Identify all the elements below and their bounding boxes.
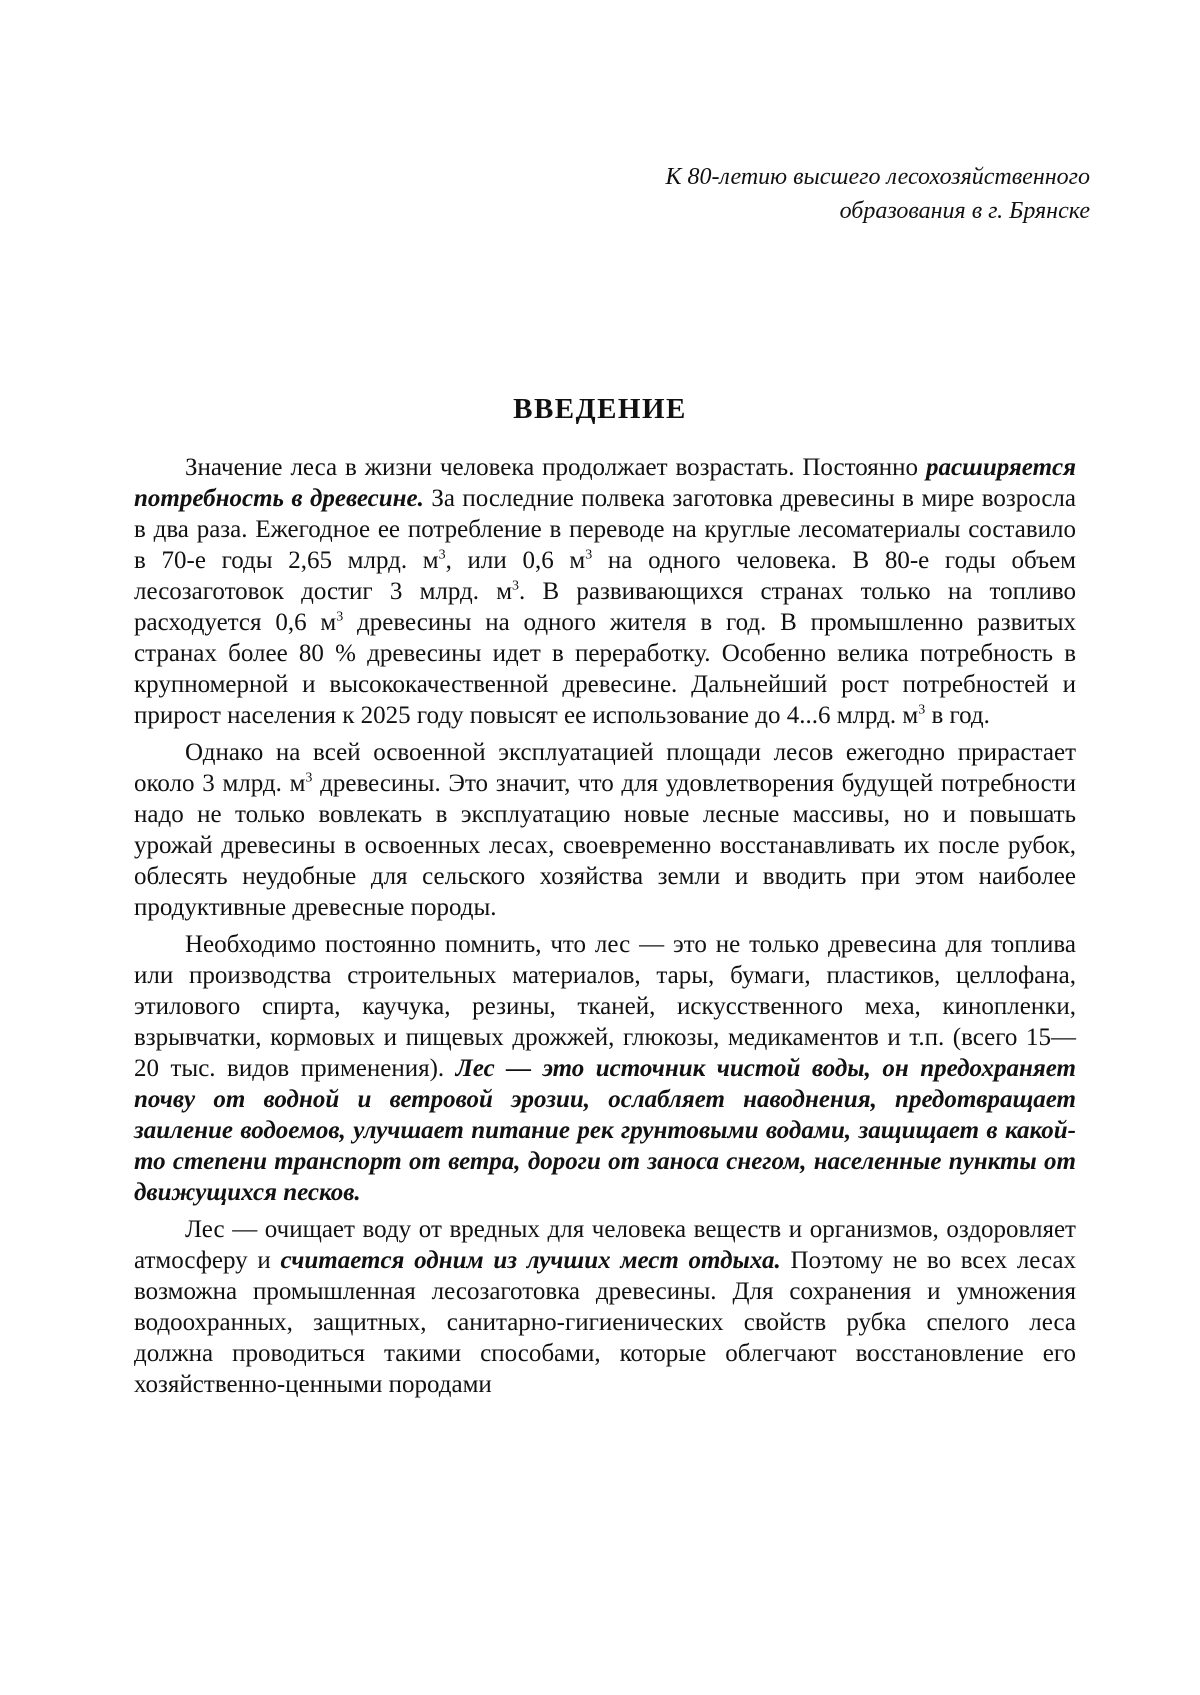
superscript: 3 bbox=[336, 609, 344, 625]
paragraph-1 bbox=[134, 452, 1076, 731]
superscript: 3 bbox=[585, 547, 593, 563]
superscript: 3 bbox=[918, 702, 926, 718]
paragraph-1-emphasis: расширяется потребность в древесине. bbox=[134, 454, 1076, 512]
paragraph-1-text: , или 0,6 м bbox=[445, 547, 586, 574]
paragraph-3-emphasis: Лес — это источник чистой воды, он предохраняет почву от водной и ветровой эрозии, ослабляет наводнения, предотвращает заиление водоемов, улучшает питание рек грунтовыми водами, защищает в какой-то степени транспорт от ветра, дороги от заноса снегом, населенные пункты от движущихся песков. bbox=[134, 1055, 1076, 1206]
paragraph-4 bbox=[134, 1214, 1076, 1400]
paragraph-2-text: Однако на всей освоенной эксплуатацией площади лесов ежегодно прирастает около 3 млрд. м bbox=[134, 739, 1076, 797]
paragraph-1-text: на одного человека. В 80-е годы объем лесозаготовок достиг 3 млрд. м bbox=[134, 547, 1076, 605]
paragraph-1-text: За последние полвека заготовка древесины в мире возросла в два раза. Ежегодное ее потребление в переводе на круглые лесоматериалы составило в 70-е годы 2,65 млрд. м bbox=[134, 485, 1076, 574]
superscript: 3 bbox=[305, 770, 313, 786]
paragraph-4-text: Поэтому не во всех лесах возможна промышленная лесозаготовка древесины. Для сохранения и умножения водоохранных, защитных, санитарно-гигиенических свойств рубка спелого леса должна проводиться такими способами, которые облегчают восстановление его хозяйственно-ценными породами bbox=[134, 1247, 1077, 1398]
paragraph-2 bbox=[134, 737, 1076, 923]
paragraph-1-text: в год. bbox=[925, 702, 990, 729]
paragraph-4-text: Лес — очищает воду от вредных для человека веществ и организмов, оздоровляет атмосферу и bbox=[134, 1216, 1076, 1274]
superscript: 3 bbox=[512, 578, 520, 594]
superscript: 3 bbox=[438, 547, 446, 563]
paragraph-3 bbox=[134, 929, 1076, 1208]
dedication-epigraph bbox=[450, 160, 1090, 228]
paragraph-1-text: древесины на одного жителя в год. В промышленно развитых странах более 80 % древесины идет в переработку. Особенно велика потребность в крупномерной и высококачественной древесине. Дальнейший рост потребностей и прирост населения к 2025 году повысят ее использование до 4...6 млрд. м bbox=[134, 609, 1076, 729]
paragraph-2-text: древесины. Это значит, что для удовлетворения будущей потребности надо не только вовлекать в эксплуатацию новые лесные массивы, но и повышать урожай древесины в освоенных лесах, своевременно восстанавливать их после рубок, облесять неудобные для сельского хозяйства земли и вводить при этом наиболее продуктивные древесные породы. bbox=[134, 770, 1076, 921]
dedication-line-1: К 80-летию высшего лесохозяйственного bbox=[665, 164, 1090, 190]
paragraph-1-text: . В развивающихся странах только на топливо расходуется 0,6 м bbox=[134, 578, 1076, 636]
body-text bbox=[134, 452, 1076, 1406]
paragraph-1-text: Значение леса в жизни человека продолжает возрастать. Постоянно bbox=[185, 454, 926, 481]
dedication-line-2: образования в г. Брянске bbox=[839, 198, 1090, 224]
paragraph-3-text: Необходимо постоянно помнить, что лес — это не только древесина для топлива или производства строительных материалов, тары, бумаги, пластиков, целлофана, этилового спирта, каучука, резины, тканей, искусственного меха, кинопленки, взрывчатки, кормовых и пищевых дрожжей, глюкозы, медикаментов и т.п. (всего 15—20 тыс. видов применения). bbox=[134, 931, 1076, 1082]
paragraph-4-emphasis: считается одним из лучших мест отдыха. bbox=[280, 1247, 781, 1274]
section-title: ВВЕДЕНИЕ bbox=[513, 393, 687, 425]
